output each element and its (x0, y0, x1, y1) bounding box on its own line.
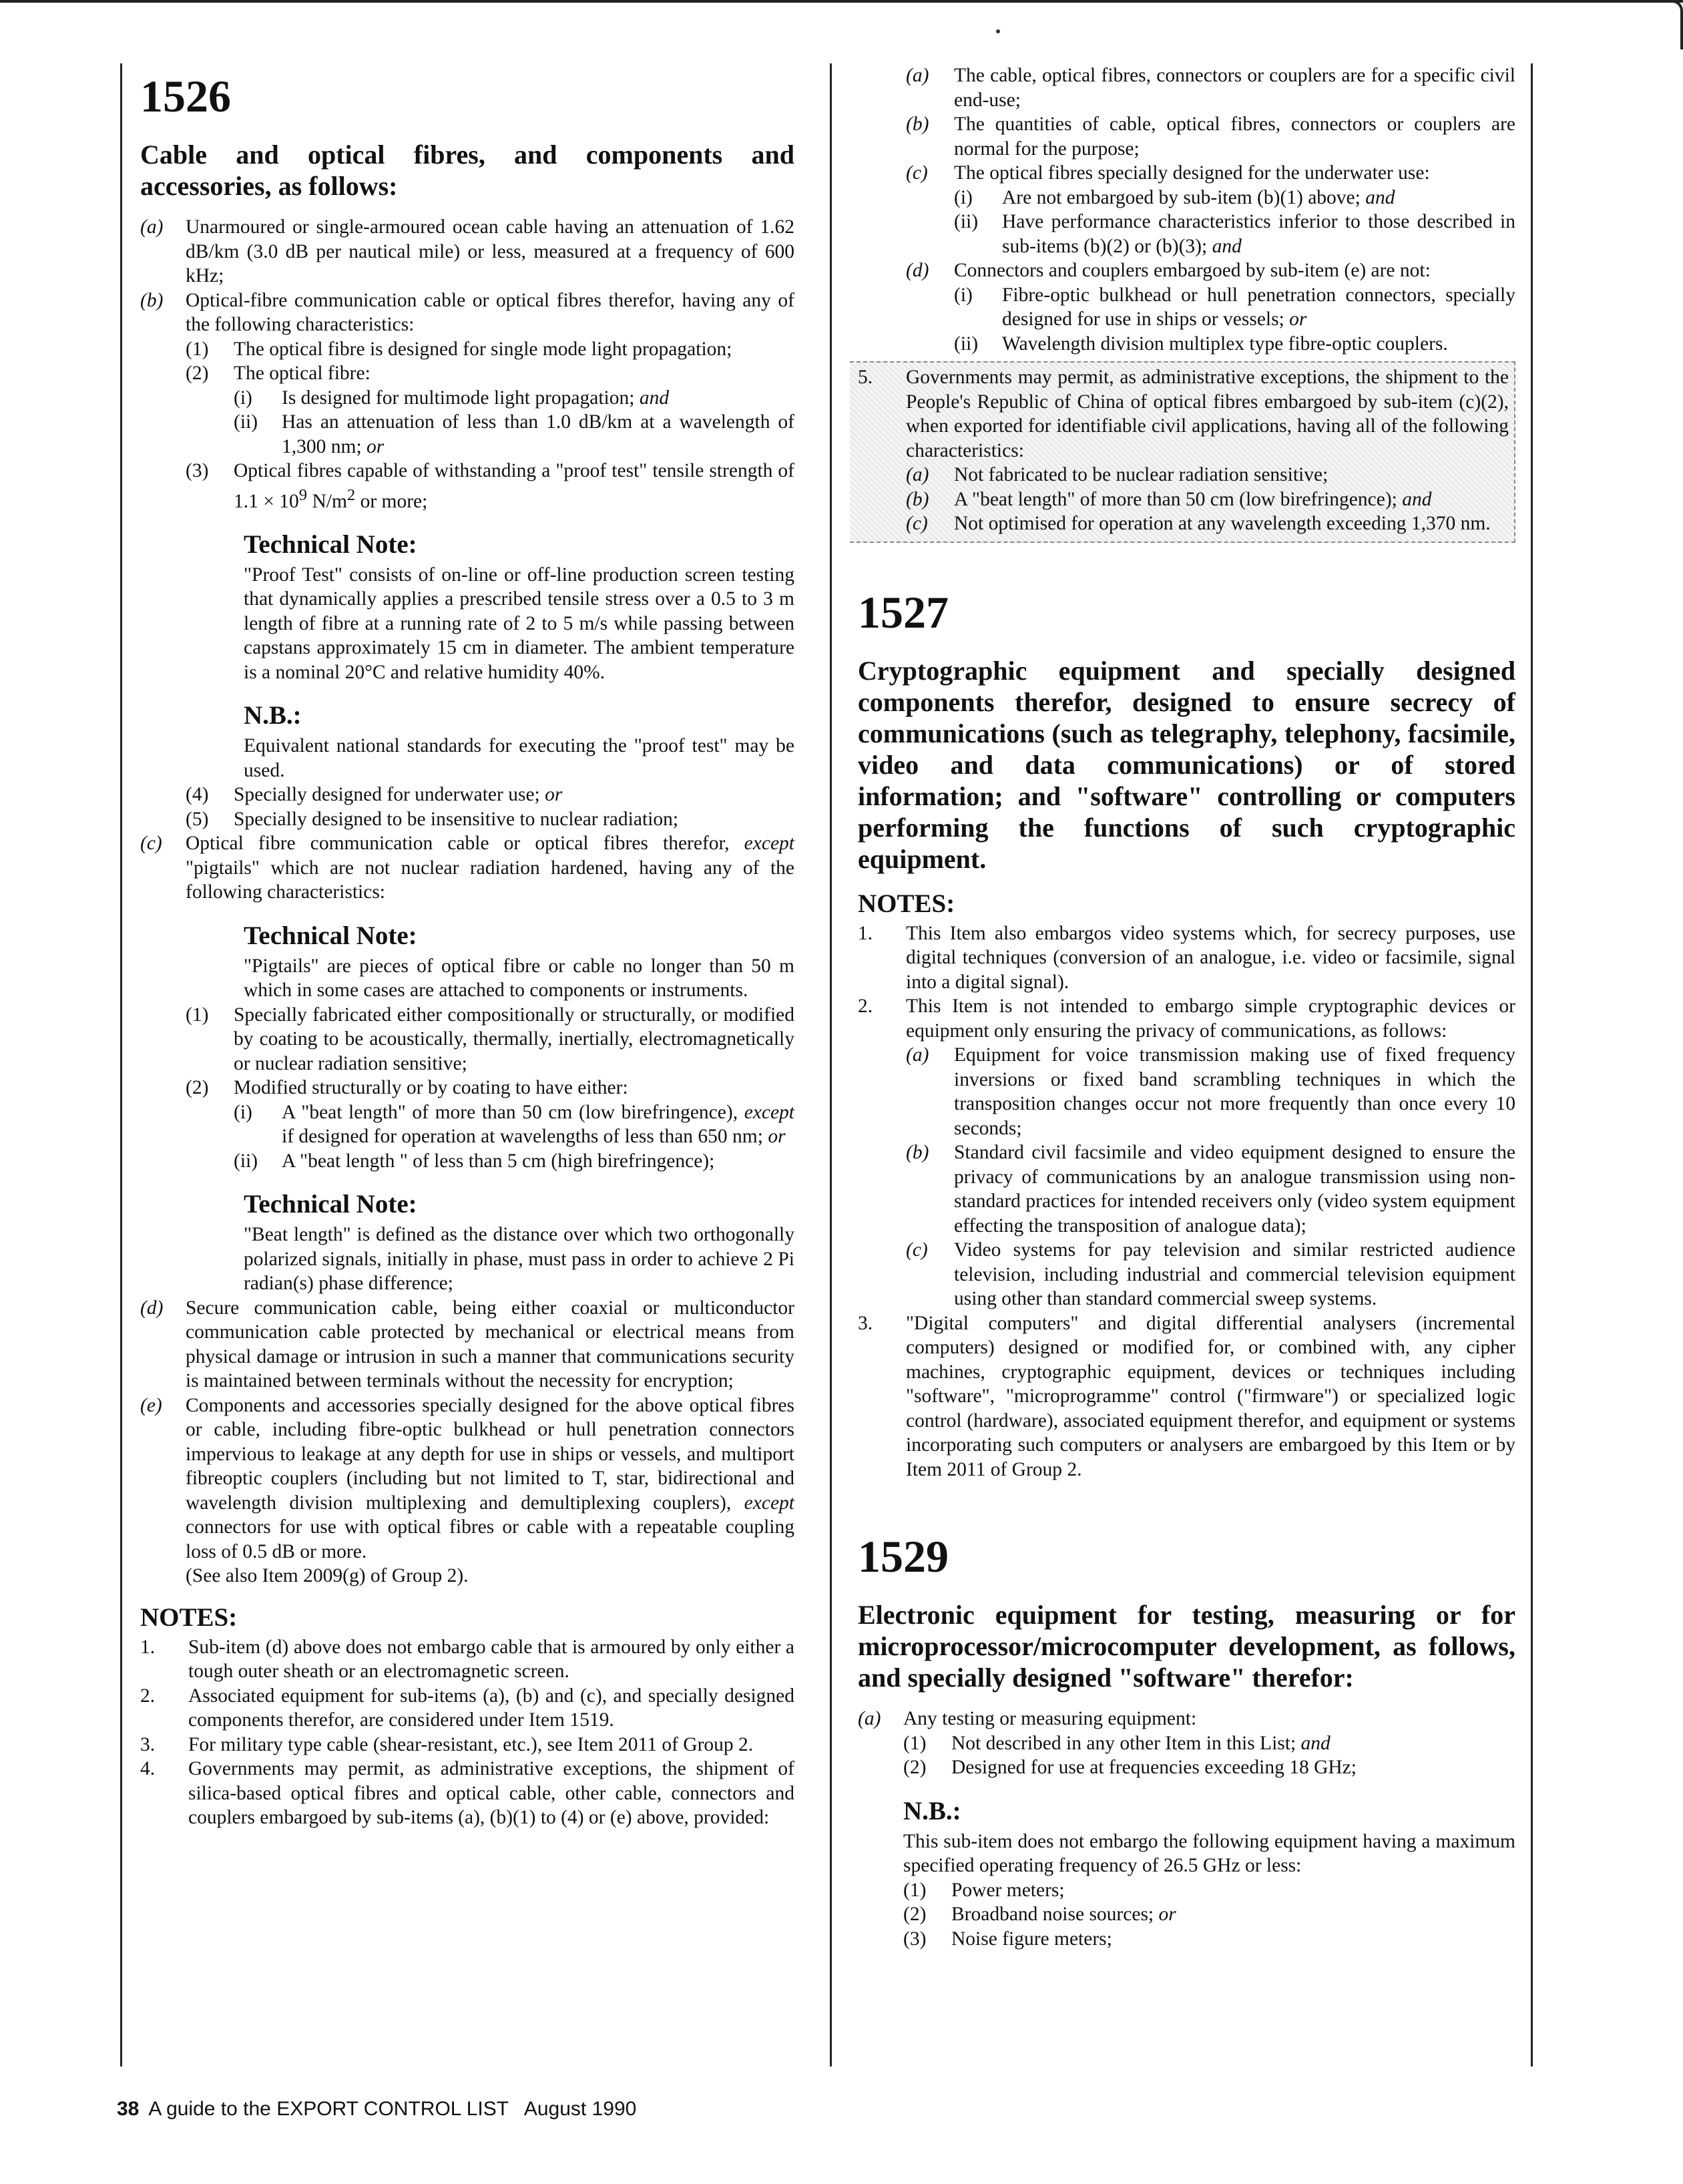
subitem-label: (a) (906, 1044, 929, 1066)
item-title-1529: Electronic equipment for testing, measuring or for microprocessor/microcomputer development, as follows, and specially designed "software" therefor: (858, 1600, 1515, 1693)
subitem-label: (3) (186, 460, 209, 481)
subitem-text: Designed for use at frequencies exceeding 18 GHz; (951, 1757, 1357, 1778)
emphasis: except (744, 1101, 795, 1123)
subitem-text (186, 831, 794, 905)
technical-note-text: "Proof Test" consists of on-line or off-line production screen testing that dynamically applies a prescribed tensile stress over a 0.5 to 3 m length of fibre at a running rate of 2 to 5 m/s while passing between capstans approximately 15 cm in diameter. The ambient temperature is a nominal 20°C and relative humidity 40%. (244, 564, 794, 683)
subitem-text: Specially fabricated either compositionally or structurally, or modified by coating to be acoustically, thermally, inertially, electromagnetically or nuclear radiation sensitive; (234, 1004, 794, 1074)
right-margin-rule (1531, 63, 1533, 2066)
subitem-label: (3) (903, 1928, 927, 1950)
subitem-text: The optical fibre: (234, 363, 371, 384)
nb-block (858, 1796, 1515, 1952)
subitem-label: (c) (140, 833, 162, 855)
subitem-c2i (140, 1100, 794, 1149)
text-run: Broadband noise sources; (951, 1904, 1154, 1925)
conjunction: or (1158, 1904, 1176, 1925)
conjunction: and (639, 387, 670, 409)
text-run: Has an attenuation of less than 1.0 dB/km at a wavelength of 1,300 nm; (282, 411, 794, 457)
subitem-text: A "beat length " of less than 5 cm (high birefringence); (282, 1150, 715, 1172)
note-text: Governments may permit, as administrative exceptions, the shipment to the People's Republic of China of optical fibres embargoed by sub-item (c)(2), when exported for identifiable civil applications, having all of the following characteristics: (906, 367, 1509, 461)
text-run: Fibre-optic bulkhead or hull penetration connectors, specially designed for use in ships or vessels; (1002, 284, 1515, 330)
subitem-label: (1) (186, 338, 209, 360)
footer-text: A guide to the EXPORT CONTROL LIST August 1990 (148, 2098, 637, 2120)
subitem-a2 (858, 1755, 1515, 1780)
technical-note-text: "Pigtails" are pieces of optical fibre or cable no longer than 50 m which in some cases are attached to components or instruments. (244, 955, 794, 1002)
subitem-text: Noise figure meters; (951, 1928, 1112, 1950)
subitem-text: The quantities of cable, optical fibres, connectors or couplers are normal for the purpose; (954, 114, 1515, 160)
item-number-1529: 1529 (858, 1531, 949, 1582)
subitem-label: (ii) (954, 333, 979, 355)
note-number: 1. (858, 922, 873, 944)
note-number: 4. (140, 1758, 156, 1780)
subitem-text (234, 783, 794, 807)
subitem-label: (b) (140, 289, 164, 311)
nb-heading: N.B.: (244, 701, 302, 730)
subitem-label: (1) (903, 1879, 927, 1901)
nb-heading: N.B.: (903, 1796, 961, 1825)
technical-note-heading: Technical Note: (244, 529, 417, 559)
subitem-label: (b) (906, 114, 929, 135)
subitem-a (858, 1707, 1515, 1731)
notes-heading: NOTES: (140, 1602, 238, 1632)
note-number: 2. (140, 1685, 156, 1707)
nb-item-1 (903, 1878, 1515, 1903)
text-run: or more; (355, 490, 428, 512)
note-3 (858, 1311, 1515, 1482)
subitem-label: (a) (858, 1708, 881, 1729)
note-text: Sub-item (d) above does not embargo cable that is armoured by only either a tough outer sheath or an electromagnetic screen. (188, 1636, 794, 1683)
item-body-1529 (858, 1707, 1515, 1951)
note-2 (858, 994, 1515, 1043)
subitem-text (951, 1731, 1515, 1756)
conjunction: or (367, 435, 385, 457)
emphasis: except (744, 833, 794, 855)
subitem-text: Any testing or measuring equipment: (903, 1708, 1197, 1729)
superscript: 9 (298, 485, 308, 504)
note-5c (858, 511, 1509, 536)
subitem-text (234, 459, 794, 513)
subitem-c2 (140, 1076, 794, 1100)
right-column (858, 63, 1515, 1951)
subitem-b (140, 288, 794, 337)
subitem-d (140, 1296, 794, 1393)
item-title-1527: Cryptographic equipment and specially designed components therefor, designed to ensure secrecy of communications (such as telegraphy, telephony, facsimile, video and data communications) or of stored information; and "software" controlling or computers performing the functions of such cryptographic equipment. (858, 655, 1515, 874)
subitem-text (1002, 283, 1515, 332)
cross-reference: (See also Item 2009(g) of Group 2). (186, 1565, 469, 1587)
technical-note-heading: Technical Note: (244, 921, 417, 950)
note-4d-i (858, 283, 1515, 332)
subitem-text: Modified structurally or by coating to have either: (234, 1077, 628, 1099)
subitem-b2ii (140, 410, 794, 459)
subitem-label: (i) (954, 186, 973, 208)
text-run: Not described in any other Item in this List; (951, 1732, 1296, 1754)
note-4d (858, 258, 1515, 283)
technical-note-heading: Technical Note: (244, 1190, 417, 1219)
technical-note-proof-test (140, 529, 794, 783)
text-run: Optical fibre communication cable or optical fibres therefor, (186, 833, 730, 855)
subitem-text (954, 487, 1509, 512)
note-5-shaded-box (850, 361, 1515, 543)
subitem-label: (c) (906, 1239, 928, 1261)
page-footer (117, 2098, 636, 2121)
text-run: Have performance characteristics inferior to those described in sub-items (b)(2) or (b)(3); (1002, 211, 1515, 257)
subitem-text (282, 1100, 794, 1149)
subitem-text: Standard civil facsimile and video equipment designed to ensure the privacy of communications by an analogue transmission using non-standard practices for intended receivers only (video system equipment effecting the transposition of analogue data); (954, 1142, 1515, 1237)
subitem-text: Optical-fibre communication cable or optical fibres therefor, having any of the following characteristics: (186, 289, 794, 335)
note-text: This Item also embargos video systems which, for secrecy purposes, use digital techniques (conversion of an analogue, i.e. video or facsimile, signal into a digital signal). (906, 922, 1515, 993)
subitem-text (1002, 210, 1515, 258)
technical-note-pigtails (140, 921, 794, 1003)
subitem-label: (1) (903, 1732, 927, 1754)
note-1 (140, 1635, 794, 1684)
technical-note-text: "Beat length" is defined as the distance over which two orthogonally polarized signals, initially in phase, must pass in order to achieve 2 Pi radian(s) phase difference; (244, 1224, 794, 1295)
subitem-text: Power meters; (951, 1879, 1065, 1901)
subitem-label: (ii) (234, 411, 258, 433)
subitem-b2 (140, 361, 794, 386)
item-title-1526: Cable and optical fibres, and components and accessories, as follows: (140, 140, 794, 201)
subitem-text: Not fabricated to be nuclear radiation sensitive; (954, 464, 1329, 485)
note-number: 2. (858, 996, 873, 1017)
subitem-b3 (140, 459, 794, 513)
text-run: "pigtails" which are not nuclear radiation hardened, having any of the following characteristics: (186, 857, 794, 903)
subitem-c1 (140, 1003, 794, 1076)
top-rule (0, 0, 1683, 3)
subitem-text (282, 386, 794, 411)
note-text: This Item is not intended to embargo simple cryptographic devices or equipment only ensuring the privacy of communications, as follows: (906, 996, 1515, 1042)
subitem-label: (ii) (234, 1150, 258, 1172)
subitem-label: (a) (140, 216, 164, 238)
left-margin-rule (120, 63, 122, 2066)
text-run: A "beat length" of more than 50 cm (low birefringence), (282, 1101, 738, 1123)
note-4-continued (858, 63, 1515, 543)
text-run: if designed for operation at wavelengths of less than 650 nm; (282, 1126, 763, 1148)
subitem-c (140, 831, 794, 905)
subitem-label: (2) (903, 1904, 927, 1925)
text-run: Specially designed for underwater use; (234, 784, 540, 806)
subitem-label: (b) (906, 1142, 929, 1163)
subitem-label: (c) (906, 162, 928, 184)
nb-item-2 (903, 1902, 1515, 1927)
subitem-label: (ii) (954, 211, 979, 232)
note-4b (858, 112, 1515, 161)
conjunction: or (545, 784, 563, 806)
nb-text: This sub-item does not embargo the following equipment having a maximum specified operating frequency of 26.5 GHz or less: (903, 1830, 1515, 1876)
subitem-text: Equipment for voice transmission making use of fixed frequency inversions or fixed band scrambling techniques in which the transposition changes occur not more frequently than once every 10 seconds; (954, 1044, 1515, 1139)
subitem-label: (i) (954, 284, 973, 306)
nb-item-3 (903, 1927, 1515, 1952)
subitem-label: (5) (186, 808, 209, 830)
subitem-a (140, 215, 794, 288)
subitem-label: (b) (906, 488, 929, 510)
subitem-label: (d) (140, 1297, 164, 1319)
subitem-label: (1) (186, 1004, 209, 1026)
subitem-label: (e) (140, 1394, 162, 1416)
note-number: 1. (140, 1636, 156, 1658)
scan-speck (996, 29, 1000, 33)
item-number-1527: 1527 (858, 586, 949, 638)
note-4c-i (858, 186, 1515, 210)
left-column (140, 60, 794, 1830)
subitem-label: (i) (234, 387, 252, 409)
note-2b (858, 1140, 1515, 1238)
subitem-label: (2) (903, 1757, 927, 1778)
note-text: For military type cable (shear-resistant, etc.), see Item 2011 of Group 2. (188, 1733, 754, 1755)
note-4c-ii (858, 210, 1515, 258)
subitem-label: (a) (906, 65, 929, 86)
subitem-label: (2) (186, 1077, 209, 1099)
note-2c (858, 1238, 1515, 1311)
text-run: connectors for use with optical fibres or cable with a repeatable coupling loss of 0.5 dB or more. (186, 1516, 794, 1562)
note-text: Governments may permit, as administrative exceptions, the shipment of silica-based optical fibres and optical cable, other cable, connectors and couplers embargoed by sub-items (a), (b)(1) to (4) or (e) above, provided: (188, 1758, 794, 1829)
conjunction: or (768, 1126, 786, 1148)
subitem-text: Video systems for pay television and similar restricted audience television, including industrial and commercial television equipment using other than standard commercial sweep systems. (954, 1239, 1515, 1309)
subitem-text: Connectors and couplers embargoed by sub-item (e) are not: (954, 260, 1431, 281)
note-4d-ii (858, 332, 1515, 357)
subitem-text: Secure communication cable, being either coaxial or multiconductor communication cable protected by mechanical or electrical means from physical damage or intrusion in such a manner that communications security is maintained between terminals without the necessity for encryption; (186, 1297, 794, 1392)
subitem-text: The optical fibre is designed for single mode light propagation; (234, 338, 732, 360)
footer-page-number: 38 (117, 2098, 140, 2120)
subitem-text (282, 410, 794, 459)
note-2a (858, 1043, 1515, 1140)
page-corner-mark (1668, 0, 1683, 49)
conjunction: and (1300, 1732, 1331, 1754)
notes-heading: NOTES: (858, 889, 955, 918)
subitem-text (951, 1902, 1515, 1927)
notes-list-1526 (140, 1635, 794, 1830)
subitem-e (140, 1393, 794, 1588)
subitem-b1 (140, 337, 794, 362)
note-1 (858, 921, 1515, 995)
item-body-1526 (140, 215, 794, 1830)
subitem-label: (2) (186, 363, 209, 384)
note-5 (858, 365, 1509, 463)
item-number-1526: 1526 (140, 71, 231, 122)
column-divider-rule (830, 63, 832, 2066)
subitem-c2ii (140, 1149, 794, 1174)
subitem-label: (c) (906, 513, 928, 534)
note-text: Associated equipment for sub-items (a), (b) and (c), and specially designed components therefor, are considered under Item 1519. (188, 1685, 794, 1731)
subitem-label: (d) (906, 260, 929, 281)
note-3 (140, 1733, 794, 1757)
subitem-label: (i) (234, 1101, 252, 1123)
emphasis: except (744, 1492, 794, 1514)
subitem-text: Not optimised for operation at any wavelength exceeding 1,370 nm. (954, 513, 1491, 534)
item-body-1527 (858, 889, 1515, 1482)
note-4 (140, 1757, 794, 1830)
text-run: Are not embargoed by sub-item (b)(1) above; (1002, 186, 1361, 208)
subitem-b5 (140, 807, 794, 832)
note-5a (858, 463, 1509, 487)
subitem-text (186, 1393, 794, 1588)
text-run: Is designed for multimode light propagation; (282, 387, 635, 409)
text-run: A "beat length" of more than 50 cm (low birefringence); (954, 488, 1397, 510)
subitem-text (1002, 186, 1515, 210)
conjunction: and (1212, 235, 1242, 257)
text-run: N/m (307, 490, 347, 512)
subitem-text: Specially designed to be insensitive to nuclear radiation; (234, 808, 679, 830)
conjunction: and (1402, 488, 1432, 510)
subitem-b4 (140, 783, 794, 807)
conjunction: and (1365, 186, 1395, 208)
subitem-label: (a) (906, 464, 929, 485)
nb-text: Equivalent national standards for executing the "proof test" may be used. (244, 735, 794, 781)
subitem-text: Unarmoured or single-armoured ocean cable having an attenuation of 1.62 dB/km (3.0 dB per nautical mile) or less, measured at a frequency of 600 kHz; (186, 216, 794, 286)
note-5b (858, 487, 1509, 512)
subitem-text: The cable, optical fibres, connectors or couplers are for a specific civil end-use; (954, 65, 1515, 111)
conjunction: or (1289, 308, 1307, 330)
subitem-text: Wavelength division multiplex type fibre-optic couplers. (1002, 333, 1448, 355)
note-number: 5. (858, 367, 873, 388)
subitem-b2i (140, 386, 794, 411)
subitem-a1 (858, 1731, 1515, 1756)
note-4c (858, 161, 1515, 186)
note-number: 3. (858, 1312, 873, 1334)
text-run: Optical fibres capable of withstanding a "proof test" tensile strength of 1.1 × 10 (234, 460, 794, 512)
note-text: "Digital computers" and digital differential analysers (incremental computers) designed or modified for, or combined with, any cipher machines, cryptographic equipment, devices or techniques including "software", "microprogramme" control ("firmware") or specialized logic control (hardware), associated equipment therefor, and equipment or systems incorporating such computers or analysers are embargoed by this Item or by Item 2011 of Group 2. (906, 1312, 1515, 1480)
note-4a (858, 63, 1515, 112)
text-run: Components and accessories specially designed for the above optical fibres or cable, including fibre-optic bulkhead or hull penetration connectors impervious to leakage at any depth for use in ships or vessels, and multiport fibreoptic couplers (including but not limited to T, star, bidirectional and wavelength division multiplexing and demultiplexing couplers), (186, 1394, 794, 1514)
note-number: 3. (140, 1733, 156, 1755)
subitem-text: The optical fibres specially designed for the underwater use: (954, 162, 1430, 184)
superscript: 2 (346, 485, 356, 504)
technical-note-beat-length (140, 1189, 794, 1296)
subitem-label: (4) (186, 784, 209, 806)
note-2 (140, 1684, 794, 1733)
